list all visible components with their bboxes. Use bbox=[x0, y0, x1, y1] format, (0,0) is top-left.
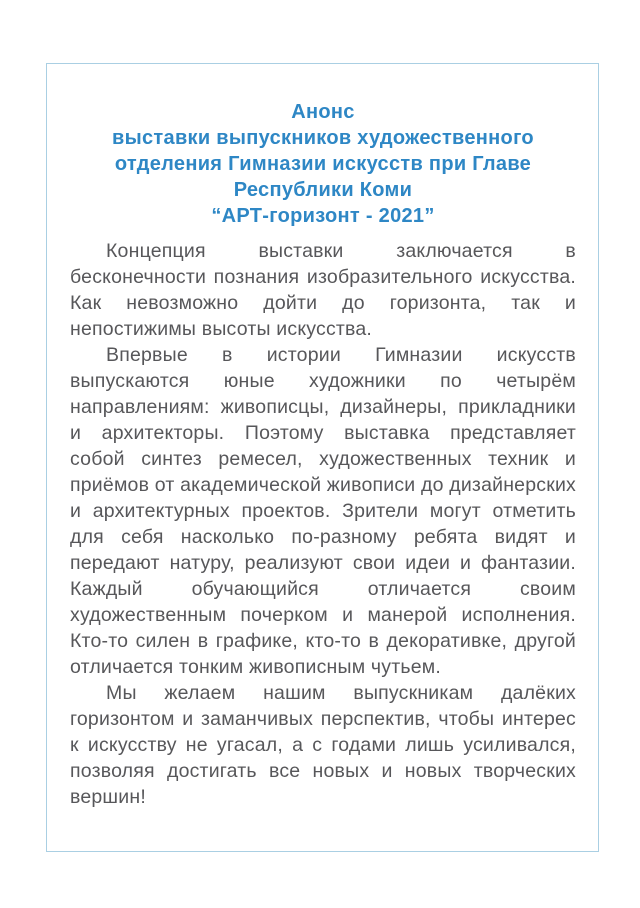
title-line-5: “АРТ-горизонт - 2021” bbox=[211, 205, 435, 227]
title-line-3: отделения Гимназии искусств при Главе bbox=[114, 153, 532, 175]
title-line-4: Республики Коми bbox=[233, 179, 413, 201]
announcement-title bbox=[70, 99, 576, 229]
page-border-frame bbox=[46, 63, 599, 852]
page-content bbox=[47, 64, 598, 810]
title-line-1: Анонс bbox=[291, 101, 355, 123]
announcement-body bbox=[70, 238, 576, 810]
paragraph-concept: Концепция выставки заключается в бесконечности познания изобразительного искусства. Как невозможно дойти до горизонта, так и непостижимы высоты искусства. bbox=[70, 240, 576, 340]
paragraph-wishes: Мы желаем нашим выпускникам далёких горизонтом и заманчивых перспектив, чтобы интерес к искусству не угасал, а с годами лишь усиливался, позволяя достигать все новых и новых творческих вершин! bbox=[70, 682, 576, 808]
title-line-2: выставки выпускников художественного bbox=[112, 127, 534, 149]
paragraph-directions: Впервые в истории Гимназии искусств выпускаются юные художники по четырём направлениям: живописцы, дизайнеры, прикладники и архитекторы. Поэтому выставка представляет собой синтез ремесел, художественных техник и приёмов от академической живописи до дизайнерских и архитектурных проектов. Зрители могут отметить для себя насколько по-разному ребята видят и передают натуру, реализуют свои идеи и фантазии. Каждый обучающийся отличается своим художественным почерком и манерой исполнения. Кто-то силен в графике, кто-то в декоративке, другой отличается тонким живописным чутьем. bbox=[70, 344, 576, 678]
